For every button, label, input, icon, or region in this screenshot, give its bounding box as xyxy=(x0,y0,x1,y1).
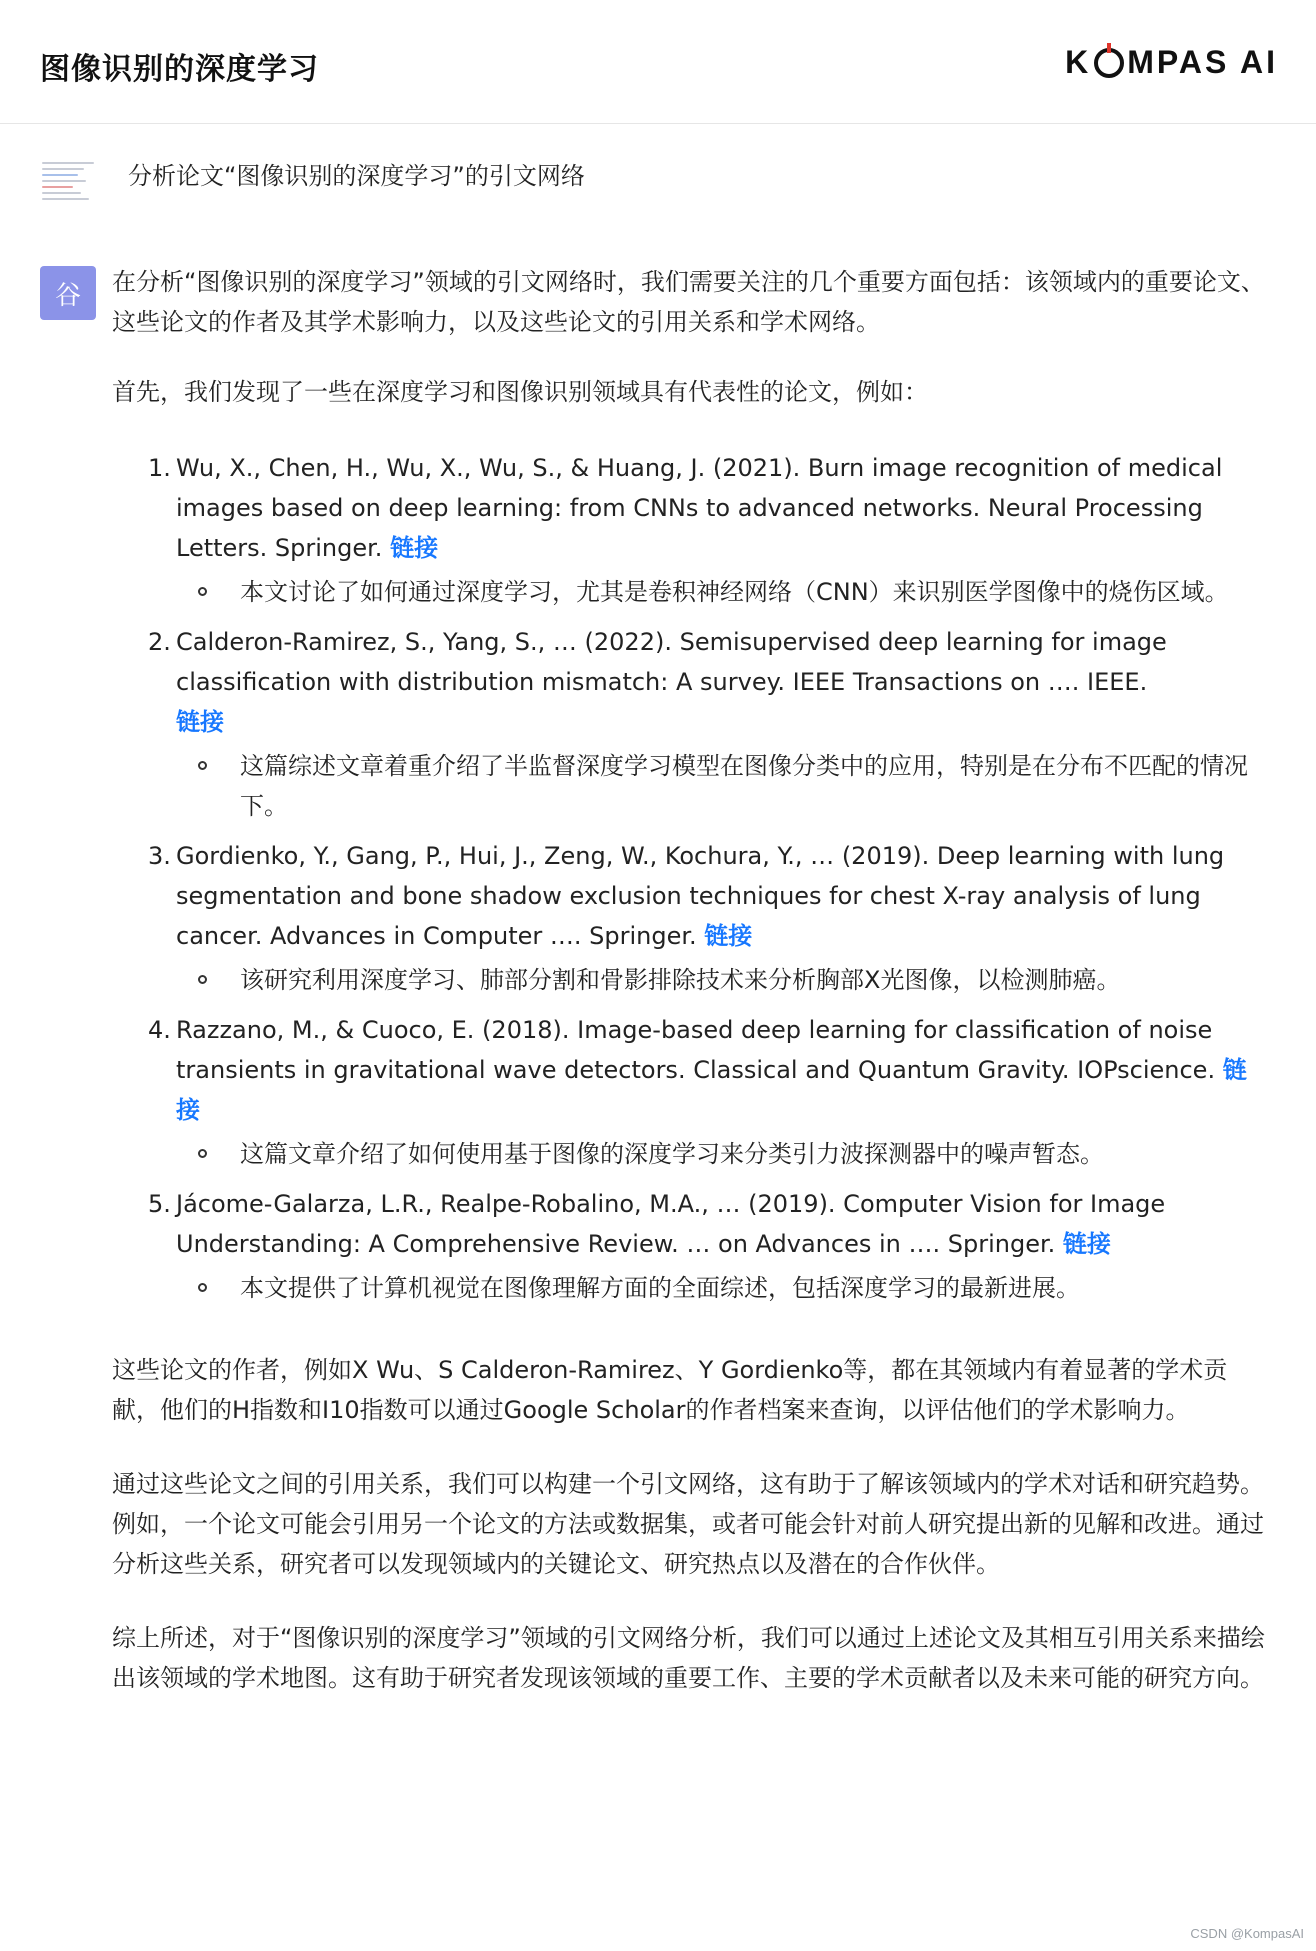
reference-citation: Calderon-Ramirez, S., Yang, S., … (2022). Semisupervised deep learning for image classification with distribution mismatch: A survey. IEEE Transactions on …. IEEE. xyxy=(176,628,1167,696)
reference-summary-row xyxy=(176,746,1268,826)
reference-item xyxy=(112,448,1268,612)
user-message: 分析论文“图像识别的深度学习”的引文网络 xyxy=(128,162,585,190)
brand-text-right: MPAS AI xyxy=(1127,44,1278,80)
reference-summary: 这篇文章介绍了如何使用基于图像的深度学习来分类引力波探测器中的噪声暂态。 xyxy=(240,1140,1104,1168)
reference-item xyxy=(112,1184,1268,1308)
reference-summary: 本文讨论了如何通过深度学习，尤其是卷积神经网络（CNN）来识别医学图像中的烧伤区域。 xyxy=(240,578,1229,606)
intro-paragraph: 在分析“图像识别的深度学习”领域的引文网络时，我们需要关注的几个重要方面包括：该领域内的重要论文、这些论文的作者及其学术影响力，以及这些论文的引用关系和学术网络。 xyxy=(112,268,1265,336)
bullet-icon xyxy=(198,1283,207,1292)
reference-number: 1. xyxy=(148,454,171,482)
bullet-icon xyxy=(198,975,207,984)
reference-citation: Gordienko, Y., Gang, P., Hui, J., Zeng, W., Kochura, Y., … (2019). Deep learning with lung segmentation and bone shadow exclusion techniques for chest X-ray analysis of lung cancer. Advances in Computer …. Springer. xyxy=(176,842,1225,950)
document-thumbnail-icon[interactable] xyxy=(40,158,96,220)
page-title: 图像识别的深度学习 xyxy=(40,52,319,87)
network-paragraph: 通过这些论文之间的引用关系，我们可以构建一个引文网络，这有助于了解该领域内的学术对话和研究趋势。例如，一个论文可能会引用另一个论文的方法或数据集，或者可能会针对前人研究提出新的见解和改进。通过分析这些关系，研究者可以发现领域内的关键论文、研究热点以及潜在的合作伙伴。 xyxy=(112,1470,1264,1578)
reference-citation: Wu, X., Chen, H., Wu, X., Wu, S., & Huang, J. (2021). Burn image recognition of medical images based on deep learning: from CNNs to advanced networks. Neural Processing Letters. Springer. xyxy=(176,454,1223,562)
reference-citation: Jácome-Galarza, L.R., Realpe-Robalino, M.A., … (2019). Computer Vision for Image Understanding: A Comprehensive Review. … on Advances in …. Springer. xyxy=(176,1190,1166,1258)
header-bar xyxy=(0,0,1316,124)
user-message-row xyxy=(40,158,585,220)
reference-summary: 本文提供了计算机视觉在图像理解方面的全面综述，包括深度学习的最新进展。 xyxy=(240,1274,1080,1302)
kompas-ai-logo[interactable] xyxy=(1065,44,1278,81)
assistant-avatar: 谷 xyxy=(40,266,96,320)
reference-link[interactable]: 链接 xyxy=(704,922,753,950)
reference-summary: 该研究利用深度学习、肺部分割和骨影排除技术来分析胸部X光图像，以检测肺癌。 xyxy=(240,966,1121,994)
brand-text-left: K xyxy=(1065,44,1092,80)
logo-o-icon xyxy=(1094,48,1124,78)
watermark: CSDN @KompasAI xyxy=(1190,1926,1304,1941)
bullet-icon xyxy=(198,761,207,770)
reference-summary: 这篇综述文章着重介绍了半监督深度学习模型在图像分类中的应用，特别是在分布不匹配的情况下。 xyxy=(240,752,1248,820)
reference-item xyxy=(112,1010,1268,1174)
reference-number: 3. xyxy=(148,842,171,870)
reference-citation: Razzano, M., & Cuoco, E. (2018). Image-based deep learning for classification of noise transients in gravitational wave detectors. Classical and Quantum Gravity. IOPscience. xyxy=(176,1016,1216,1084)
assistant-content xyxy=(112,262,1268,1698)
reference-link[interactable]: 链接 xyxy=(390,534,439,562)
reference-summary-row xyxy=(176,1134,1268,1174)
authors-paragraph: 这些论文的作者，例如X Wu、S Calderon-Ramirez、Y Gordienko等，都在其领域内有着显著的学术贡献，他们的H指数和I10指数可以通过Google Scholar的作者档案来查询，以评估他们的学术影响力。 xyxy=(112,1356,1228,1424)
bullet-icon xyxy=(198,1149,207,1158)
reference-summary-row xyxy=(176,572,1268,612)
reference-link[interactable]: 链接 xyxy=(176,1056,1247,1124)
reference-number: 5. xyxy=(148,1190,171,1218)
reference-summary-row xyxy=(176,960,1268,1000)
reference-number: 2. xyxy=(148,628,171,656)
lead-paragraph: 首先，我们发现了一些在深度学习和图像识别领域具有代表性的论文，例如： xyxy=(112,378,928,406)
reference-summary-row xyxy=(176,1268,1268,1308)
reference-link[interactable]: 链接 xyxy=(1062,1230,1111,1258)
reference-item xyxy=(112,836,1268,1000)
reference-link[interactable]: 链接 xyxy=(176,708,224,736)
reference-list xyxy=(112,448,1268,1308)
reference-number: 4. xyxy=(148,1016,171,1044)
bullet-icon xyxy=(198,587,207,596)
summary-paragraph: 综上所述，对于“图像识别的深度学习”领域的引文网络分析，我们可以通过上述论文及其相互引用关系来描绘出该领域的学术地图。这有助于研究者发现该领域的重要工作、主要的学术贡献者以及未来可能的研究方向。 xyxy=(112,1624,1265,1692)
reference-item xyxy=(112,622,1268,826)
